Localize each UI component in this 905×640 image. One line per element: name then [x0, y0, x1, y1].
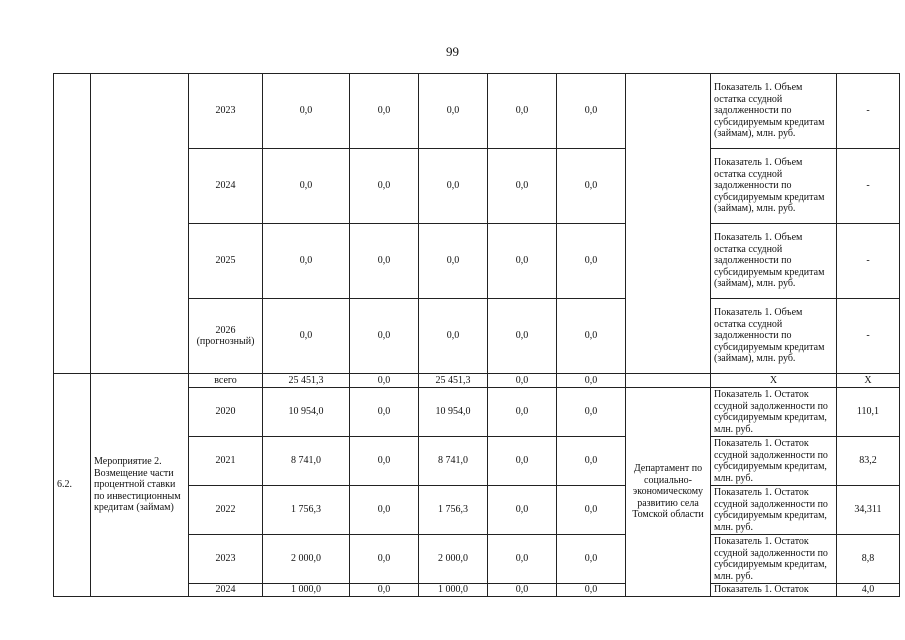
funding-value-cell: 1 756,3 — [419, 486, 488, 535]
funding-value-cell: 0,0 — [557, 486, 626, 535]
funding-value-cell: 0,0 — [488, 149, 557, 224]
funding-value-cell: 25 451,3 — [263, 374, 350, 388]
indicator-value-cell: X — [837, 374, 900, 388]
indicator-cell: Показатель 1. Объем остатка ссудной задолженности по субсидируемым кредитам (займам), млн. руб. — [711, 224, 837, 299]
funding-value-cell: 0,0 — [557, 224, 626, 299]
indicator-cell: Показатель 1. Остаток ссудной задолженности по субсидируемым кредитам, млн. руб. — [711, 486, 837, 535]
department-cell — [626, 74, 711, 374]
funding-value-cell: 0,0 — [263, 74, 350, 149]
measure-name-cell: Мероприятие 2. Возмещение части процентной ставки по инвестиционным кредитам (займам) — [91, 374, 189, 597]
indicator-value-cell: 8,8 — [837, 535, 900, 584]
department-cell: Департамент по социально-экономическому развитию села Томской области — [626, 388, 711, 597]
funding-value-cell: 0,0 — [419, 224, 488, 299]
year-cell — [189, 224, 263, 299]
year-note: (прогнозный) — [196, 336, 255, 347]
year-label: 2026 — [215, 324, 236, 336]
indicator-value-cell: - — [837, 299, 900, 374]
year-cell: 2020 — [189, 388, 263, 437]
funding-value-cell: 0,0 — [350, 374, 419, 388]
indicator-value-cell: - — [837, 224, 900, 299]
funding-value-cell: 0,0 — [350, 224, 419, 299]
funding-value-cell: 10 954,0 — [419, 388, 488, 437]
funding-value-cell: 0,0 — [419, 74, 488, 149]
funding-value-cell: 0,0 — [557, 584, 626, 597]
funding-value-cell: 0,0 — [488, 374, 557, 388]
funding-value-cell: 0,0 — [557, 299, 626, 374]
year-cell — [189, 149, 263, 224]
funding-value-cell: 2 000,0 — [263, 535, 350, 584]
funding-value-cell: 0,0 — [263, 224, 350, 299]
indicator-cell: Показатель 1. Остаток ссудной задолженности по субсидируемым кредитам, млн. руб. — [711, 388, 837, 437]
funding-value-cell: 0,0 — [557, 149, 626, 224]
year-cell: 2021 — [189, 437, 263, 486]
year-cell: 2024 — [189, 584, 263, 597]
funding-value-cell: 0,0 — [488, 388, 557, 437]
funding-value-cell: 0,0 — [488, 299, 557, 374]
funding-value-cell: 0,0 — [350, 535, 419, 584]
funding-value-cell: 0,0 — [350, 388, 419, 437]
page-number: 99 — [446, 44, 459, 59]
funding-value-cell: 0,0 — [488, 74, 557, 149]
year-label: 2025 — [215, 255, 236, 267]
funding-value-cell: 0,0 — [263, 299, 350, 374]
funding-value-cell: 0,0 — [488, 437, 557, 486]
funding-value-cell: 0,0 — [557, 74, 626, 149]
funding-value-cell: 0,0 — [488, 584, 557, 597]
funding-value-cell: 8 741,0 — [419, 437, 488, 486]
table-row — [54, 74, 900, 149]
indicator-value-cell: 4,0 — [837, 584, 900, 597]
indicator-cell: Показатель 1. Остаток ссудной задолженности по субсидируемым кредитам, млн. руб. — [711, 437, 837, 486]
funding-value-cell: 0,0 — [350, 486, 419, 535]
funding-value-cell: 0,0 — [350, 299, 419, 374]
year-cell: 2022 — [189, 486, 263, 535]
indicator-cell: X — [711, 374, 837, 388]
program-table — [53, 73, 900, 597]
indicator-value-cell: 34,311 — [837, 486, 900, 535]
indicator-value-cell: 110,1 — [837, 388, 900, 437]
row-number-cell — [54, 74, 91, 374]
year-cell — [189, 299, 263, 374]
department-cell-empty — [626, 374, 711, 388]
funding-value-cell: 0,0 — [350, 437, 419, 486]
indicator-cell: Показатель 1. Остаток — [711, 584, 837, 597]
funding-value-cell: 0,0 — [557, 388, 626, 437]
funding-value-cell: 0,0 — [557, 437, 626, 486]
funding-value-cell: 0,0 — [557, 535, 626, 584]
year-cell: 2023 — [189, 535, 263, 584]
funding-value-cell: 0,0 — [488, 486, 557, 535]
funding-value-cell: 0,0 — [350, 584, 419, 597]
row-number-cell: 6.2. — [54, 374, 91, 597]
funding-value-cell: 8 741,0 — [263, 437, 350, 486]
year-cell: всего — [189, 374, 263, 388]
measure-name-cell — [91, 74, 189, 374]
funding-value-cell: 1 000,0 — [263, 584, 350, 597]
funding-value-cell: 0,0 — [419, 299, 488, 374]
indicator-cell: Показатель 1. Объем остатка ссудной задолженности по субсидируемым кредитам (займам), млн. руб. — [711, 149, 837, 224]
funding-value-cell: 0,0 — [419, 149, 488, 224]
year-cell — [189, 74, 263, 149]
funding-value-cell: 0,0 — [557, 374, 626, 388]
funding-value-cell: 0,0 — [488, 224, 557, 299]
year-label: 2024 — [215, 180, 236, 192]
table-row-total — [54, 374, 900, 388]
funding-value-cell: 0,0 — [350, 149, 419, 224]
indicator-value-cell: 83,2 — [837, 437, 900, 486]
year-label: 2023 — [215, 105, 236, 117]
indicator-value-cell: - — [837, 74, 900, 149]
funding-value-cell: 0,0 — [488, 535, 557, 584]
funding-value-cell: 1 000,0 — [419, 584, 488, 597]
indicator-cell: Показатель 1. Объем остатка ссудной задолженности по субсидируемым кредитам (займам), млн. руб. — [711, 299, 837, 374]
indicator-value-cell: - — [837, 149, 900, 224]
indicator-cell: Показатель 1. Остаток ссудной задолженности по субсидируемым кредитам, млн. руб. — [711, 535, 837, 584]
indicator-cell: Показатель 1. Объем остатка ссудной задолженности по субсидируемым кредитам (займам), млн. руб. — [711, 74, 837, 149]
funding-value-cell: 10 954,0 — [263, 388, 350, 437]
funding-value-cell: 1 756,3 — [263, 486, 350, 535]
funding-value-cell: 0,0 — [350, 74, 419, 149]
funding-value-cell: 25 451,3 — [419, 374, 488, 388]
funding-value-cell: 0,0 — [263, 149, 350, 224]
funding-value-cell: 2 000,0 — [419, 535, 488, 584]
